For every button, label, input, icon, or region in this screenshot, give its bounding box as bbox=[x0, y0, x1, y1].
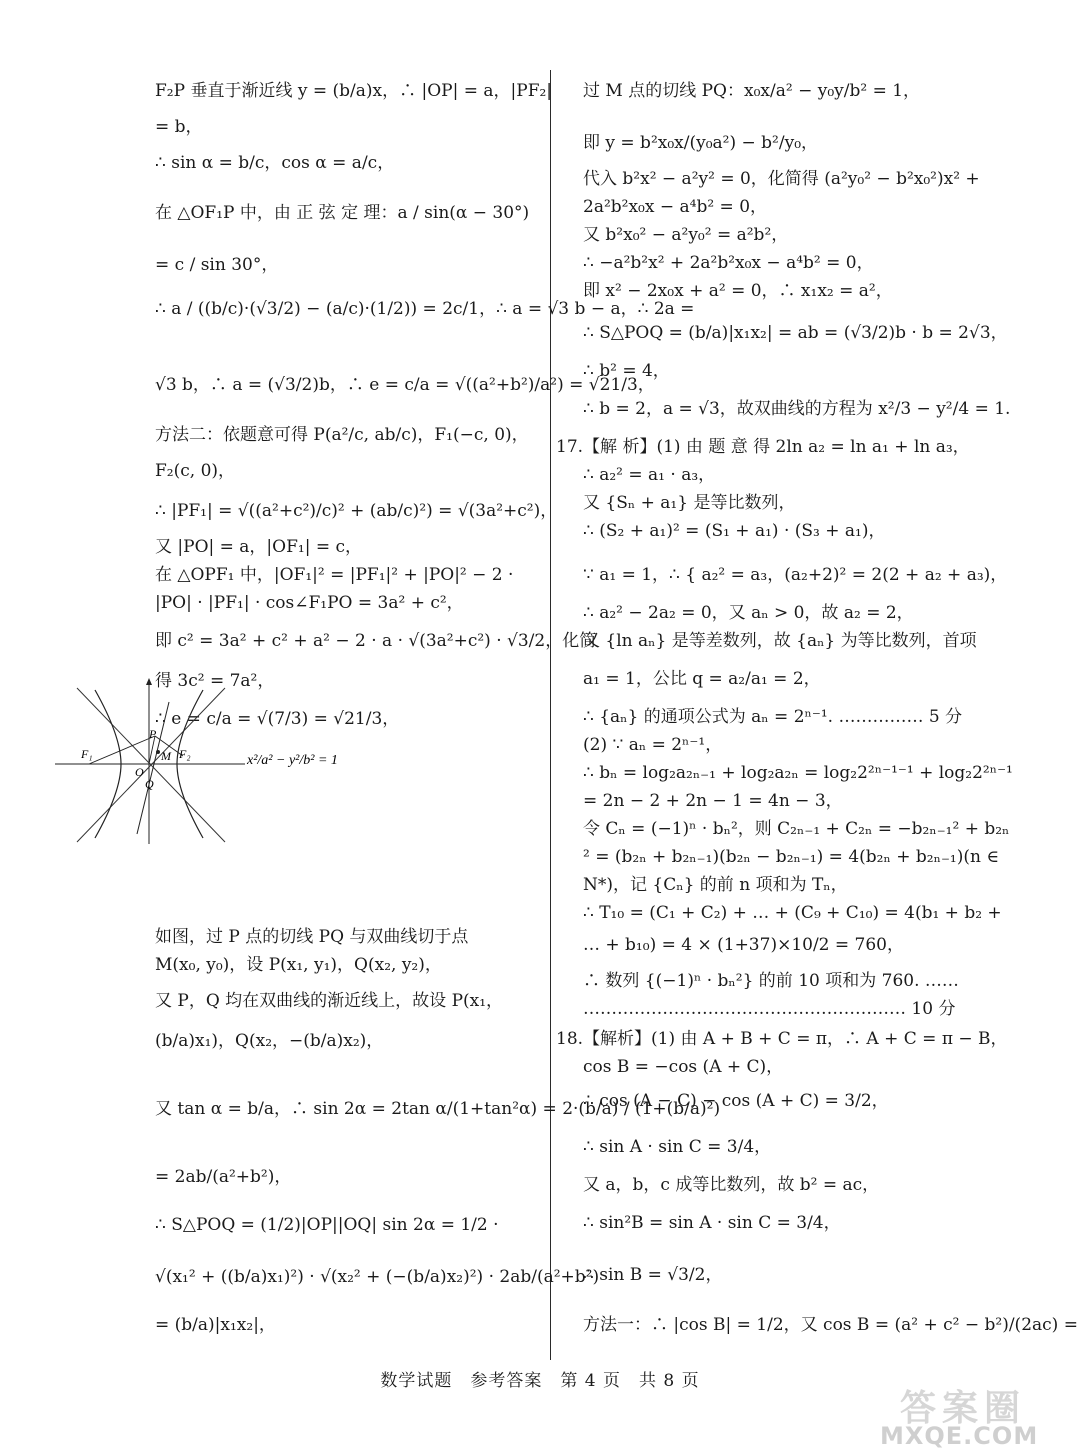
text-line: = c / sin 30°， bbox=[155, 255, 279, 275]
label-q: Q bbox=[145, 777, 154, 791]
text-line: 方法一：∴ |cos B| = 1/2，又 cos B = (a² + c² − b²)/(2ac) = bbox=[583, 1315, 1078, 1335]
label-f1: F₁ bbox=[81, 747, 93, 761]
segment-f1-p bbox=[89, 736, 155, 764]
label-f2: F₂ bbox=[179, 747, 191, 761]
text-line: 又 tan α = b/a，∴ sin 2α = 2tan α/(1+tan²α) = 2·(b/a) / (1+(b/a)²) bbox=[155, 1099, 721, 1119]
text-line: ∴ S△POQ = (b/a)|x₁x₂| = ab = (√3/2)b · b = 2√3， bbox=[583, 323, 1008, 343]
text-line: √3 b，∴ a = (√3/2)b，∴ e = c/a = √((a²+b²)/a²) = √21/3， bbox=[155, 375, 655, 395]
text-line: ………………………………………………… 10 分 bbox=[583, 999, 956, 1019]
text-line: N*)，记 {Cₙ} 的前 n 项和为 Tₙ， bbox=[583, 875, 848, 895]
text-line: 又 a，b，c 成等比数列，故 b² = ac， bbox=[583, 1175, 880, 1195]
hyperbola-equation: x²/a² − y²/b² = 1 bbox=[247, 753, 338, 768]
text-line: ∴ a₂² − 2a₂ = 0，又 aₙ > 0，故 a₂ = 2， bbox=[583, 603, 914, 623]
text-line: 即 y = b²x₀x/(y₀a²) − b²/y₀， bbox=[583, 133, 819, 153]
label-p: P bbox=[149, 727, 157, 741]
text-line: ² = (b₂ₙ + b₂ₙ₋₁)(b₂ₙ − b₂ₙ₋₁) = 4(b₂ₙ + b₂ₙ₋₁)(n ∈ bbox=[583, 847, 999, 867]
text-line: ∴ sin α = b/c，cos α = a/c， bbox=[155, 153, 395, 173]
text-line: ∴ b² = 4， bbox=[583, 361, 670, 381]
text-line: 即 x² − 2x₀x + a² = 0，∴ x₁x₂ = a²， bbox=[583, 281, 893, 301]
point-m bbox=[156, 750, 160, 754]
text-line: ∴ (S₂ + a₁)² = (S₁ + a₁) · (S₃ + a₁)， bbox=[583, 521, 886, 541]
page-footer: 数学试题 参考答案 第 4 页 共 8 页 bbox=[380, 1371, 700, 1391]
y-axis-arrow bbox=[146, 678, 152, 685]
text-line: M(x₀, y₀)，设 P(x₁, y₁)，Q(x₂, y₂)， bbox=[155, 955, 442, 975]
text-line: 代入 b²x² − a²y² = 0，化简得 (a²y₀² − b²x₀²)x² + bbox=[583, 169, 980, 189]
text-line: 过 M 点的切线 PQ：x₀x/a² − y₀y/b² = 1， bbox=[583, 81, 921, 101]
text-line: F₂P 垂直于渐近线 y = (b/a)x，∴ |OP| = a，|PF₂| bbox=[155, 81, 553, 101]
watermark-top: 答案圈 bbox=[900, 1388, 1027, 1429]
text-line: ∴ S△POQ = (1/2)|OP||OQ| sin 2α = 1/2 · bbox=[155, 1215, 499, 1235]
text-line: 在 △OF₁P 中，由 正 弦 定 理：a / sin(α − 30°) bbox=[155, 203, 530, 223]
text-line: ∴ |PF₁| = √((a²+c²)/c)² + (ab/c)²) = √(3a²+c²)， bbox=[155, 501, 558, 521]
text-line: ∴ −a²b²x² + 2a²b²x₀x − a⁴b² = 0， bbox=[583, 253, 874, 273]
text-line: (2) ∵ aₙ = 2ⁿ⁻¹， bbox=[583, 735, 723, 755]
problem-18-heading: 18.【解析】(1) 由 A + B + C = π，∴ A + C = π − B， bbox=[556, 1029, 1008, 1049]
text-line: ∴ 数列 {(−1)ⁿ · bₙ²} 的前 10 项和为 760. …… bbox=[583, 971, 959, 991]
text-line: a₁ = 1，公比 q = a₂/a₁ = 2， bbox=[583, 669, 821, 689]
text-line: ∴ cos (A − C) − cos (A + C) = 3/2， bbox=[583, 1091, 889, 1111]
label-o: O bbox=[135, 765, 144, 779]
text-line: 令 Cₙ = (−1)ⁿ · bₙ²，则 C₂ₙ₋₁ + C₂ₙ = −b₂ₙ₋₁² + b₂ₙ bbox=[583, 819, 1010, 839]
watermark-logo bbox=[870, 1380, 1070, 1452]
text-line: ∴ a₂² = a₁ · a₃， bbox=[583, 465, 716, 485]
text-line: ∴ sin²B = sin A · sin C = 3/4， bbox=[583, 1213, 841, 1233]
text-line: ∴ T₁₀ = (C₁ + C₂) + … + (C₉ + C₁₀) = 4(b₁ + b₂ + bbox=[583, 903, 1002, 923]
text-line: 又 |PO| = a，|OF₁| = c， bbox=[155, 537, 362, 557]
text-line: ∴ {aₙ} 的通项公式为 aₙ = 2ⁿ⁻¹. …………… 5 分 bbox=[583, 707, 963, 727]
text-line: = (b/a)|x₁x₂|， bbox=[155, 1315, 276, 1335]
column-divider bbox=[550, 70, 551, 1360]
text-line: √(x₁² + ((b/a)x₁)²) · √(x₂² + (−(b/a)x₂)²) · 2ab/(a²+b²) bbox=[155, 1267, 600, 1287]
text-line: |PO| · |PF₁| · cos∠F₁PO = 3a² + c²， bbox=[155, 593, 464, 613]
text-line: … + b₁₀) = 4 × (1+37)×10/2 = 760， bbox=[583, 935, 904, 955]
text-line: ∴ sin A · sin C = 3/4， bbox=[583, 1137, 772, 1157]
text-line: ∵ a₁ = 1，∴ { a₂² = a₃，(a₂+2)² = 2(2 + a₂ + a₃)， bbox=[583, 565, 1008, 585]
hyperbola-figure bbox=[55, 676, 375, 846]
text-line: 得 3c² = 7a²， bbox=[155, 671, 275, 691]
problem-17-heading: 17.【解 析】(1) 由 题 意 得 2ln a₂ = ln a₁ + ln a₃， bbox=[556, 437, 970, 457]
text-line: 又 {ln aₙ} 是等差数列，故 {aₙ} 为等比数列，首项 bbox=[583, 631, 977, 651]
text-line: ∴ bₙ = log₂a₂ₙ₋₁ + log₂a₂ₙ = log₂2²ⁿ⁻¹⁻¹ + log₂2²ⁿ⁻¹ bbox=[583, 763, 1013, 783]
text-line: ∴ a / ((b/c)·(√3/2) − (a/c)·(1/2)) = 2c/1，∴ a = √3 b − a，∴ 2a = bbox=[155, 299, 695, 319]
text-line: 方法二：依题意可得 P(a²/c, ab/c)，F₁(−c, 0)， bbox=[155, 425, 529, 445]
text-line: cos B = −cos (A + C)， bbox=[583, 1057, 784, 1077]
text-line: 又 P，Q 均在双曲线的渐近线上，故设 P(x₁， bbox=[155, 991, 504, 1011]
text-line: 在 △OPF₁ 中，|OF₁|² = |PF₁|² + |PO|² − 2 · bbox=[155, 565, 514, 585]
text-line: = 2n − 2 + 2n − 1 = 4n − 3， bbox=[583, 791, 843, 811]
text-line: 如图，过 P 点的切线 PQ 与双曲线切于点 bbox=[155, 927, 469, 947]
text-line: 又 {Sₙ + a₁} 是等比数列， bbox=[583, 493, 796, 513]
text-line: ∴ sin B = √3/2， bbox=[583, 1265, 723, 1285]
text-line: = 2ab/(a²+b²)， bbox=[155, 1167, 292, 1187]
text-line: 即 c² = 3a² + c² + a² − 2 · a · √(3a²+c²) · √3/2，化简 bbox=[155, 631, 597, 651]
text-line: 又 b²x₀² − a²y₀² = a²b²， bbox=[583, 225, 789, 245]
text-line: F₂(c, 0)， bbox=[155, 461, 236, 481]
text-line: ∴ b = 2，a = √3，故双曲线的方程为 x²/3 − y²/4 = 1. bbox=[583, 399, 1011, 419]
watermark-url: MXQE.COM bbox=[880, 1422, 1039, 1450]
text-line: (b/a)x₁)，Q(x₂，−(b/a)x₂)， bbox=[155, 1031, 384, 1051]
label-m: M bbox=[161, 749, 171, 763]
text-line: 2a²b²x₀x − a⁴b² = 0， bbox=[583, 197, 768, 217]
text-line: = b， bbox=[155, 117, 203, 137]
text-line: ∴ e = c/a = √(7/3) = √21/3， bbox=[155, 709, 400, 729]
